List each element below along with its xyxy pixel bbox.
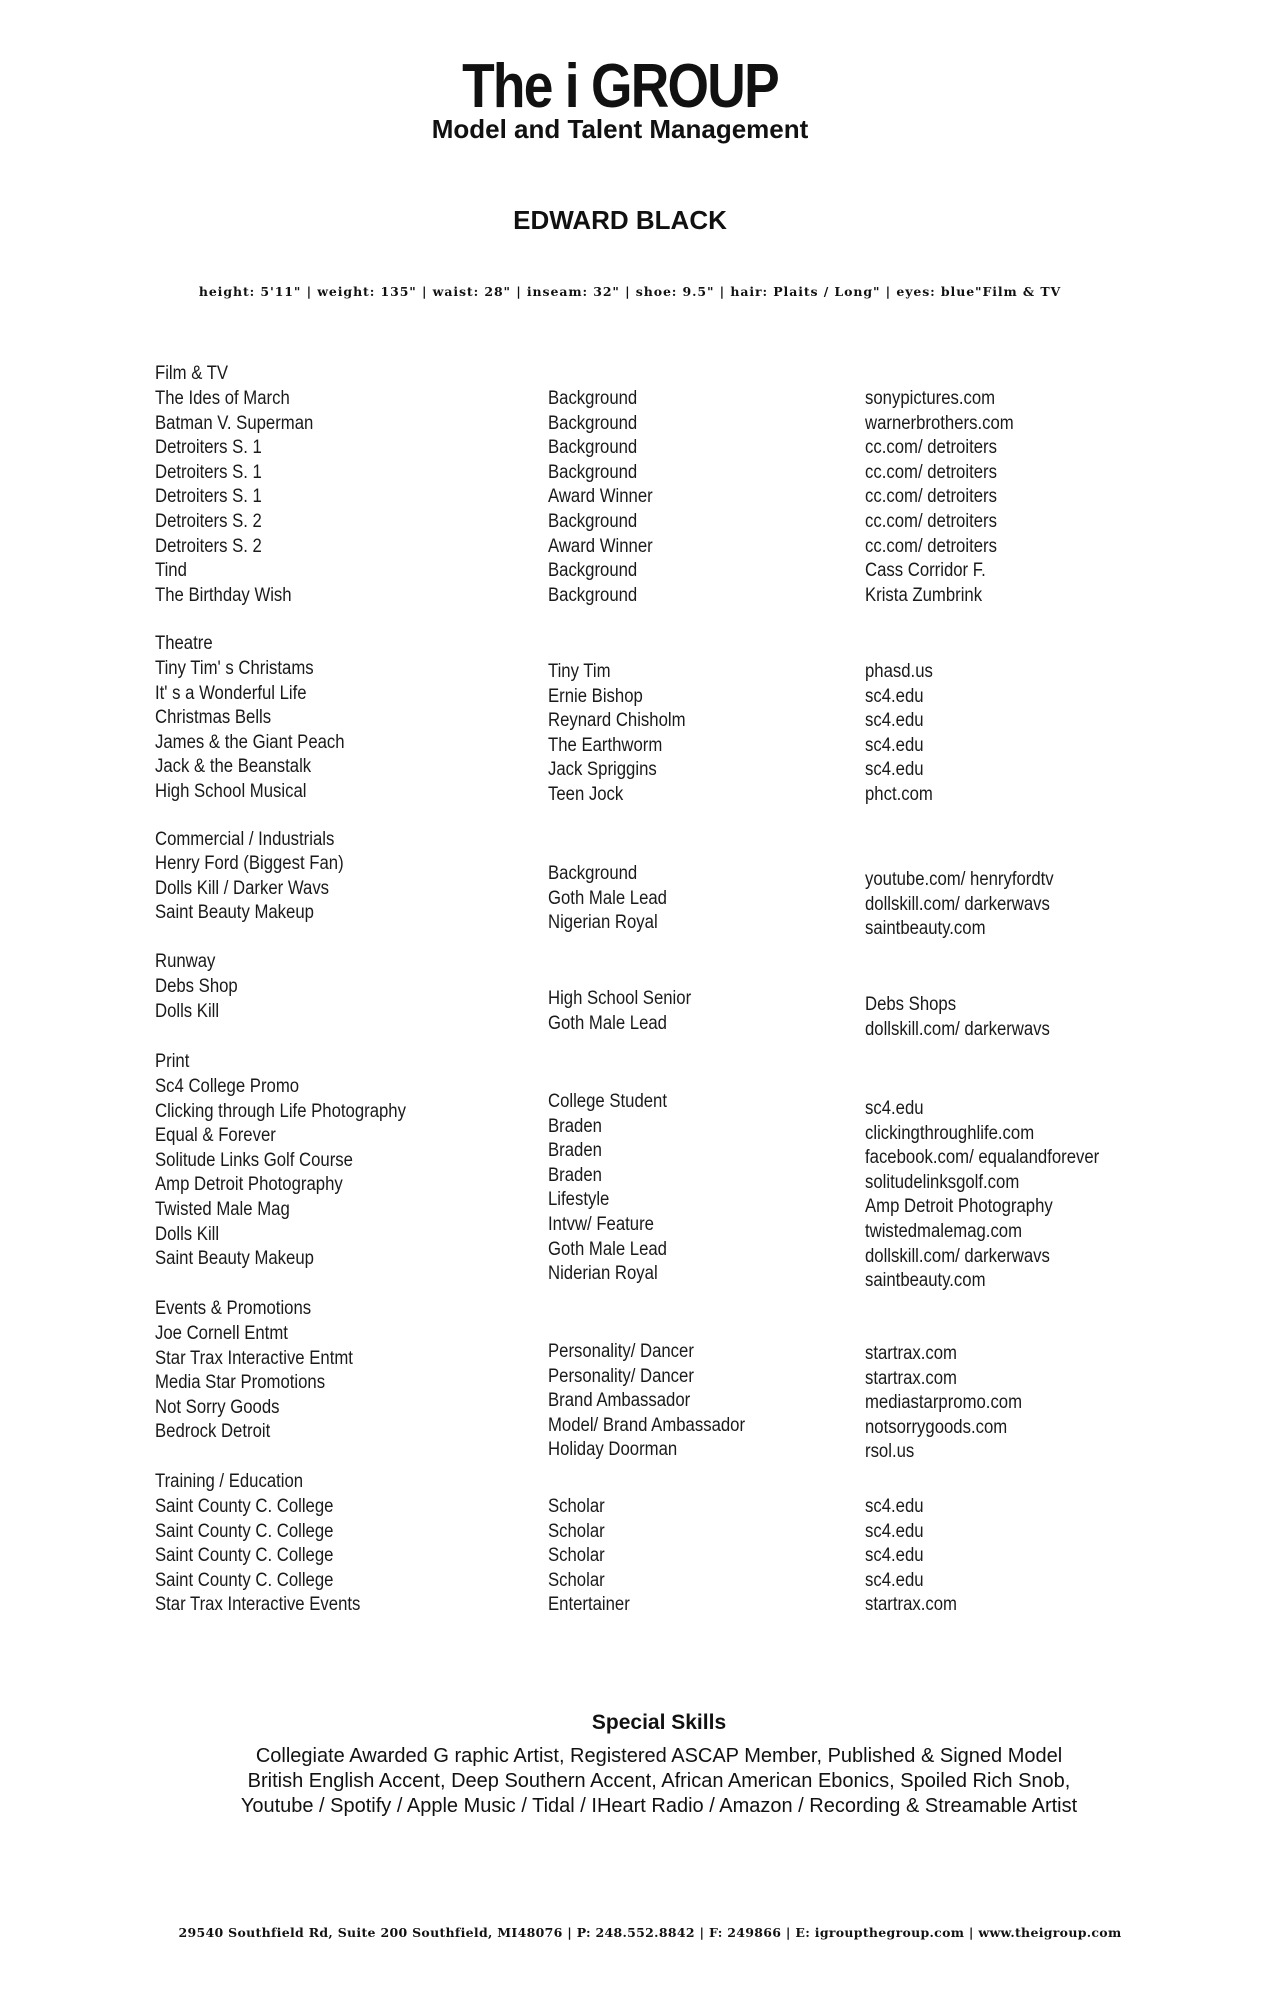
- special-skills-title: Special Skills: [591, 1711, 727, 1734]
- credit-source: cc.com/ detroiters: [865, 535, 997, 557]
- credit-project: Christmas Bells: [155, 707, 272, 729]
- credit-project: Dolls Kill: [155, 1000, 220, 1022]
- credit-source: cc.com/ detroiters: [865, 437, 997, 459]
- credit-project: Star Trax Interactive Entmt: [155, 1347, 353, 1369]
- credit-project: Sc4 College Promo: [155, 1076, 300, 1097]
- section-title: Film & TV: [155, 363, 229, 384]
- credit-role: Braden: [548, 1115, 602, 1137]
- credit-project: Dolls Kill: [155, 1223, 220, 1245]
- credit-source: solitudelinksgolf.com: [865, 1171, 1020, 1193]
- credit-source: notsorrygoods.com: [865, 1416, 1008, 1438]
- credit-role: Scholar: [548, 1496, 605, 1517]
- credit-role: Background: [548, 560, 638, 582]
- credit-project: Saint County C. College: [155, 1545, 334, 1567]
- credit-source: sc4.edu: [865, 759, 924, 781]
- credit-project: Saint County C. College: [155, 1569, 334, 1591]
- credit-source: Debs Shops: [865, 994, 957, 1015]
- credit-role: Entertainer: [548, 1594, 630, 1616]
- special-skills-line: Youtube / Spotify / Apple Music / Tidal / IHeart Radio / Amazon / Recording & Streamable Artist: [240, 1795, 1078, 1817]
- credit-role: Holiday Doorman: [548, 1439, 678, 1461]
- credit-source: sc4.edu: [865, 710, 924, 732]
- agency-logo: The i GROUP: [462, 52, 778, 121]
- credit-source: dollskill.com/ darkerwavs: [865, 1245, 1050, 1267]
- credit-source: sc4.edu: [865, 1520, 924, 1542]
- credit-role: Scholar: [548, 1569, 605, 1591]
- agency-footer: 29540 Southfield Rd, Suite 200 Southfield, MI48076 | P: 248.552.8842 | F: 249866 | E: igroupthegroup.com | www.theigroup.com: [178, 1925, 1122, 1940]
- credit-source: sonypictures.com: [865, 388, 996, 409]
- credit-role: Background: [548, 412, 638, 434]
- credit-role: Background: [548, 388, 638, 409]
- agency-tagline: Model and Talent Management: [431, 114, 809, 144]
- credit-source: sc4.edu: [865, 685, 924, 707]
- credit-source: phasd.us: [865, 661, 933, 682]
- credit-source: cc.com/ detroiters: [865, 486, 997, 508]
- credit-project: High School Musical: [155, 781, 307, 802]
- credit-source: sc4.edu: [865, 734, 924, 756]
- credit-source: sc4.edu: [865, 1545, 924, 1567]
- credit-role: Personality/ Dancer: [548, 1341, 694, 1362]
- special-skills-line: British English Accent, Deep Southern Accent, African American Ebonics, Spoiled Rich Snob,: [247, 1770, 1071, 1792]
- credit-project: Joe Cornell Entmt: [155, 1323, 288, 1344]
- credit-role: Niderian Royal: [548, 1263, 658, 1285]
- credit-role: Braden: [548, 1140, 602, 1162]
- credit-source: dollskill.com/ darkerwavs: [865, 893, 1050, 915]
- credit-source: Cass Corridor F.: [865, 560, 986, 582]
- credit-role: Lifestyle: [548, 1189, 610, 1211]
- credit-source: saintbeauty.com: [865, 918, 986, 940]
- credit-source: rsol.us: [865, 1441, 915, 1463]
- credit-role: Teen Jock: [548, 784, 624, 805]
- credit-role: High School Senior: [548, 988, 692, 1009]
- credit-project: Batman V. Superman: [155, 412, 314, 434]
- credit-source: phct.com: [865, 784, 933, 805]
- section-title: Training / Education: [155, 1471, 304, 1492]
- credit-role: Model/ Brand Ambassador: [548, 1414, 746, 1436]
- credit-project: Clicking through Life Photography: [155, 1100, 406, 1122]
- credit-source: cc.com/ detroiters: [865, 511, 997, 532]
- credit-project: Star Trax Interactive Events: [155, 1594, 361, 1616]
- credit-project: Detroiters S. 1: [155, 486, 262, 508]
- credit-role: Nigerian Royal: [548, 912, 658, 934]
- credit-source: startrax.com: [865, 1367, 957, 1389]
- talent-stats: height: 5'11" | weight: 135" | waist: 28" | inseam: 32" | shoe: 9.5" | hair: Plaits / Long" | eyes: blue"Film & TV: [198, 284, 1062, 299]
- credit-role: Tiny Tim: [548, 661, 611, 682]
- credit-role: Personality/ Dancer: [548, 1365, 694, 1387]
- credit-role: Award Winner: [548, 535, 653, 557]
- credit-role: Braden: [548, 1164, 602, 1186]
- credit-source: youtube.com/ henryfordtv: [865, 869, 1054, 890]
- credit-role: Brand Ambassador: [548, 1390, 691, 1412]
- credit-role: Background: [548, 863, 638, 884]
- credit-source: cc.com/ detroiters: [865, 461, 997, 483]
- credit-source: Krista Zumbrink: [865, 584, 983, 606]
- credit-source: clickingthroughlife.com: [865, 1122, 1035, 1144]
- credit-project: Twisted Male Mag: [155, 1199, 290, 1220]
- credit-project: Equal & Forever: [155, 1125, 276, 1147]
- credit-project: Tind: [155, 560, 187, 582]
- credit-project: Detroiters S. 2: [155, 535, 262, 557]
- credit-source: startrax.com: [865, 1343, 957, 1364]
- credit-project: Saint Beauty Makeup: [155, 1248, 314, 1270]
- credit-role: Ernie Bishop: [548, 685, 643, 707]
- credit-project: Debs Shop: [155, 976, 238, 997]
- credit-role: Background: [548, 437, 638, 459]
- credit-source: sc4.edu: [865, 1098, 924, 1119]
- credit-role: Scholar: [548, 1545, 605, 1567]
- section-title: Events & Promotions: [155, 1298, 312, 1319]
- credit-project: Dolls Kill / Darker Wavs: [155, 877, 330, 899]
- section-title: Runway: [155, 951, 216, 972]
- credit-project: Solitude Links Golf Course: [155, 1149, 353, 1171]
- credit-project: Detroiters S. 1: [155, 461, 262, 483]
- credit-project: Not Sorry Goods: [155, 1396, 280, 1418]
- credit-project: James & the Giant Peach: [155, 731, 345, 753]
- special-skills-line: Collegiate Awarded G raphic Artist, Registered ASCAP Member, Published & Signed Model: [255, 1745, 1063, 1767]
- credit-source: facebook.com/ equalandforever: [865, 1147, 1100, 1169]
- credit-project: Media Star Promotions: [155, 1372, 326, 1394]
- credit-project: The Birthday Wish: [155, 584, 292, 606]
- section-title: Commercial / Industrials: [155, 829, 335, 850]
- credit-project: It' s a Wonderful Life: [155, 682, 307, 704]
- credit-role: Scholar: [548, 1520, 605, 1542]
- credit-project: Saint County C. College: [155, 1520, 334, 1542]
- credit-role: The Earthworm: [548, 734, 663, 756]
- credit-project: Saint Beauty Makeup: [155, 902, 314, 924]
- section-title: Print: [155, 1051, 190, 1072]
- credit-source: saintbeauty.com: [865, 1270, 986, 1292]
- credit-source: sc4.edu: [865, 1496, 924, 1517]
- talent-name: EDWARD BLACK: [513, 205, 727, 235]
- credit-role: Jack Spriggins: [548, 759, 657, 781]
- credit-source: startrax.com: [865, 1594, 957, 1616]
- credit-source: warnerbrothers.com: [865, 412, 1014, 434]
- credit-role: Goth Male Lead: [548, 887, 667, 909]
- credit-role: College Student: [548, 1091, 667, 1112]
- credit-role: Reynard Chisholm: [548, 710, 686, 732]
- credit-source: Amp Detroit Photography: [865, 1196, 1053, 1218]
- credit-role: Background: [548, 584, 638, 606]
- credit-project: Jack & the Beanstalk: [155, 756, 312, 778]
- credit-project: Amp Detroit Photography: [155, 1174, 343, 1196]
- credit-source: dollskill.com/ darkerwavs: [865, 1018, 1050, 1040]
- credit-project: Tiny Tim' s Christams: [155, 658, 314, 679]
- credit-source: twistedmalemag.com: [865, 1221, 1023, 1242]
- credit-role: Background: [548, 461, 638, 483]
- credit-project: Bedrock Detroit: [155, 1421, 271, 1443]
- credit-project: The Ides of March: [155, 388, 290, 409]
- credit-project: Detroiters S. 2: [155, 511, 262, 532]
- credit-role: Background: [548, 511, 638, 532]
- credit-source: sc4.edu: [865, 1569, 924, 1591]
- credit-role: Intvw/ Feature: [548, 1214, 654, 1235]
- credit-source: mediastarpromo.com: [865, 1392, 1023, 1414]
- credit-project: Saint County C. College: [155, 1496, 334, 1517]
- credit-role: Goth Male Lead: [548, 1012, 667, 1034]
- credit-project: Henry Ford (Biggest Fan): [155, 853, 344, 874]
- credit-role: Goth Male Lead: [548, 1238, 667, 1260]
- section-title: Theatre: [155, 633, 213, 654]
- credit-project: Detroiters S. 1: [155, 437, 262, 459]
- credit-role: Award Winner: [548, 486, 653, 508]
